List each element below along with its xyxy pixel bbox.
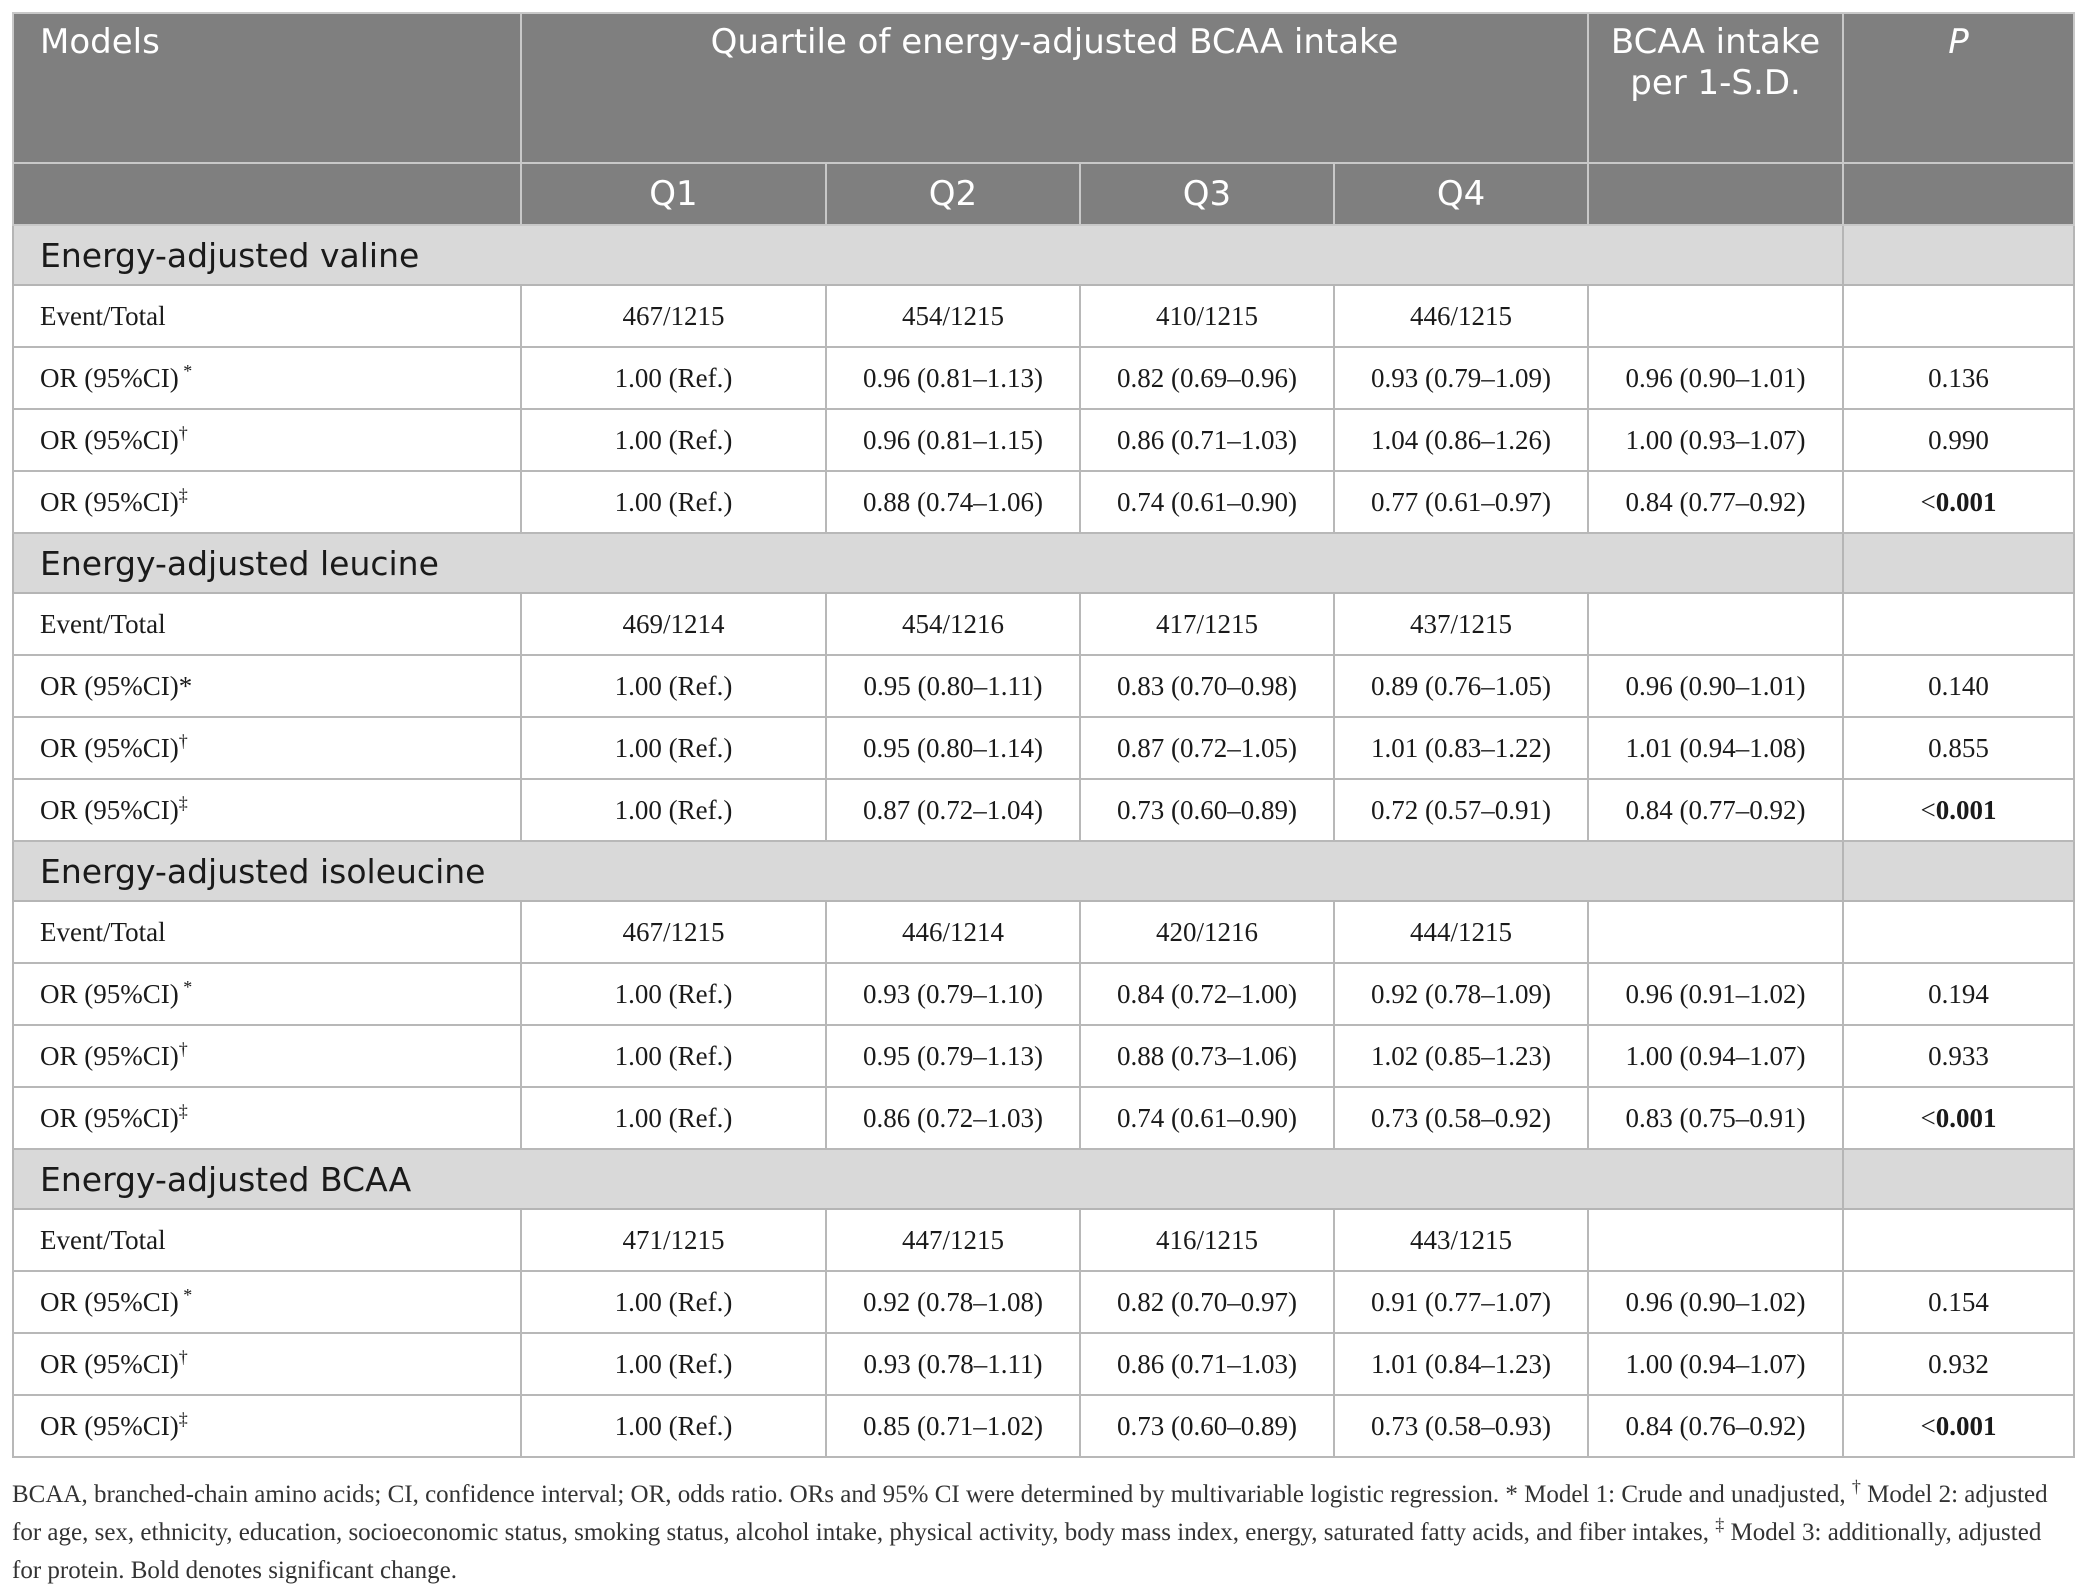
cell-q1: 469/1214 <box>521 593 826 655</box>
cell-q4: 1.01 (0.84–1.23) <box>1334 1333 1588 1395</box>
row-label-cell <box>13 409 521 471</box>
p-prefix: < <box>1920 1102 1936 1133</box>
row-label: OR (95%CI) <box>40 486 179 517</box>
cell-q2: 0.95 (0.80–1.11) <box>826 655 1080 717</box>
cell-q3: 417/1215 <box>1080 593 1334 655</box>
cell-sd <box>1588 901 1843 963</box>
cell-q1: 1.00 (Ref.) <box>521 409 826 471</box>
table-row <box>13 1333 2074 1395</box>
cell-sd: 0.84 (0.77–0.92) <box>1588 471 1843 533</box>
cell-q3: 0.74 (0.61–0.90) <box>1080 471 1334 533</box>
row-label-mark: * <box>178 1284 193 1305</box>
row-label-mark: ‡ <box>178 1100 188 1121</box>
cell-q2: 454/1216 <box>826 593 1080 655</box>
header-models: Models <box>13 13 521 163</box>
row-label: OR (95%CI) <box>40 1348 179 1379</box>
cell-q4: 0.89 (0.76–1.05) <box>1334 655 1588 717</box>
row-label: OR (95%CI) <box>40 1102 179 1133</box>
row-label-cell <box>13 1087 521 1149</box>
cell-q4: 0.72 (0.57–0.91) <box>1334 779 1588 841</box>
p-prefix: < <box>1920 794 1936 825</box>
p-prefix: < <box>1920 486 1936 517</box>
row-label: OR (95%CI) <box>40 362 179 393</box>
p-value: 0.855 <box>1928 732 1989 763</box>
row-label-mark: ‡ <box>178 484 188 505</box>
cell-q3: 0.82 (0.69–0.96) <box>1080 347 1334 409</box>
row-label-cell <box>13 285 521 347</box>
cell-q3: 420/1216 <box>1080 901 1334 963</box>
header-empty <box>1588 163 1843 225</box>
table-row <box>13 471 2074 533</box>
cell-q4: 443/1215 <box>1334 1209 1588 1271</box>
cell-p <box>1843 1209 2074 1271</box>
row-label-cell <box>13 1271 521 1333</box>
p-prefix: < <box>1920 1410 1936 1441</box>
cell-q1: 1.00 (Ref.) <box>521 471 826 533</box>
section-empty-cell <box>1843 533 2074 593</box>
header-q4: Q4 <box>1334 163 1588 225</box>
cell-q4: 1.01 (0.83–1.22) <box>1334 717 1588 779</box>
cell-q2: 0.96 (0.81–1.13) <box>826 347 1080 409</box>
table-row <box>13 655 2074 717</box>
cell-q4: 1.04 (0.86–1.26) <box>1334 409 1588 471</box>
section-empty-cell <box>1843 841 2074 901</box>
table-container <box>12 12 2073 1590</box>
cell-q2: 0.86 (0.72–1.03) <box>826 1087 1080 1149</box>
table-header <box>13 13 2074 225</box>
cell-q3: 416/1215 <box>1080 1209 1334 1271</box>
row-label-cell <box>13 1025 521 1087</box>
footnote <box>12 1476 2073 1590</box>
p-value: 0.140 <box>1928 670 1989 701</box>
cell-sd: 0.96 (0.90–1.01) <box>1588 347 1843 409</box>
table-row <box>13 1209 2074 1271</box>
cell-q1: 467/1215 <box>521 285 826 347</box>
p-value: 0.001 <box>1935 486 1997 517</box>
row-label-cell <box>13 347 521 409</box>
cell-q3: 0.84 (0.72–1.00) <box>1080 963 1334 1025</box>
section-row <box>13 225 2074 285</box>
cell-q1: 1.00 (Ref.) <box>521 1333 826 1395</box>
cell-q4: 1.02 (0.85–1.23) <box>1334 1025 1588 1087</box>
section-title: Energy-adjusted isoleucine <box>13 841 1843 901</box>
row-label: OR (95%CI) <box>40 978 179 1009</box>
cell-q1: 1.00 (Ref.) <box>521 1025 826 1087</box>
section-row <box>13 1149 2074 1209</box>
section-title: Energy-adjusted leucine <box>13 533 1843 593</box>
footnote-part2: Model 2: adjusted for age, sex, ethnicity, education, socioeconomic status, smoking status, alcohol intake, physical activity, body mass index, energy, saturated fatty acids, and fiber intakes, <box>12 1481 2048 1546</box>
table-body <box>13 225 2074 1457</box>
p-value: 0.932 <box>1928 1348 1989 1379</box>
cell-q3: 0.83 (0.70–0.98) <box>1080 655 1334 717</box>
header-empty <box>13 163 521 225</box>
row-label: OR (95%CI)* <box>40 670 193 701</box>
section-empty-cell <box>1843 1149 2074 1209</box>
cell-q2: 0.93 (0.78–1.11) <box>826 1333 1080 1395</box>
row-label-cell <box>13 901 521 963</box>
cell-p <box>1843 1333 2074 1395</box>
cell-sd <box>1588 1209 1843 1271</box>
cell-p <box>1843 779 2074 841</box>
row-label: OR (95%CI) <box>40 732 179 763</box>
header-empty <box>1843 163 2074 225</box>
cell-q1: 1.00 (Ref.) <box>521 1271 826 1333</box>
p-value: 0.154 <box>1928 1286 1989 1317</box>
cell-q4: 0.73 (0.58–0.92) <box>1334 1087 1588 1149</box>
cell-p <box>1843 285 2074 347</box>
cell-p <box>1843 963 2074 1025</box>
cell-p <box>1843 409 2074 471</box>
cell-q2: 454/1215 <box>826 285 1080 347</box>
row-label-cell <box>13 1333 521 1395</box>
cell-q1: 1.00 (Ref.) <box>521 963 826 1025</box>
cell-q2: 0.88 (0.74–1.06) <box>826 471 1080 533</box>
cell-q4: 0.73 (0.58–0.93) <box>1334 1395 1588 1457</box>
footnote-part1: BCAA, branched-chain amino acids; CI, confidence interval; OR, odds ratio. ORs and 95% CI were determined by multivariable logistic regression. * Model 1: Crude and unadjusted, <box>12 1481 1852 1508</box>
cell-q2: 447/1215 <box>826 1209 1080 1271</box>
cell-sd: 1.00 (0.93–1.07) <box>1588 409 1843 471</box>
cell-p <box>1843 593 2074 655</box>
cell-p <box>1843 1087 2074 1149</box>
row-label-cell <box>13 717 521 779</box>
cell-sd <box>1588 593 1843 655</box>
p-value: 0.933 <box>1928 1040 1989 1071</box>
cell-q3: 0.82 (0.70–0.97) <box>1080 1271 1334 1333</box>
p-value: 0.001 <box>1935 1410 1997 1441</box>
cell-q3: 0.88 (0.73–1.06) <box>1080 1025 1334 1087</box>
p-value: 0.001 <box>1935 1102 1997 1133</box>
table-row <box>13 1087 2074 1149</box>
row-label-mark: † <box>178 1038 188 1059</box>
cell-sd: 1.00 (0.94–1.07) <box>1588 1333 1843 1395</box>
cell-q4: 0.77 (0.61–0.97) <box>1334 471 1588 533</box>
cell-q4: 0.92 (0.78–1.09) <box>1334 963 1588 1025</box>
table-row <box>13 347 2074 409</box>
table-row <box>13 285 2074 347</box>
row-label: Event/Total <box>40 300 166 331</box>
row-label: OR (95%CI) <box>40 424 179 455</box>
cell-q2: 0.96 (0.81–1.15) <box>826 409 1080 471</box>
results-table <box>12 12 2075 1458</box>
cell-sd: 1.01 (0.94–1.08) <box>1588 717 1843 779</box>
cell-sd <box>1588 285 1843 347</box>
table-row <box>13 593 2074 655</box>
p-value: 0.194 <box>1928 978 1989 1009</box>
cell-p <box>1843 1395 2074 1457</box>
cell-sd: 0.84 (0.76–0.92) <box>1588 1395 1843 1457</box>
cell-q2: 0.93 (0.79–1.10) <box>826 963 1080 1025</box>
cell-q1: 1.00 (Ref.) <box>521 1395 826 1457</box>
cell-p <box>1843 1025 2074 1087</box>
cell-q3: 0.73 (0.60–0.89) <box>1080 779 1334 841</box>
cell-p <box>1843 717 2074 779</box>
row-label: Event/Total <box>40 608 166 639</box>
row-label-mark: † <box>178 730 188 751</box>
cell-q1: 1.00 (Ref.) <box>521 779 826 841</box>
row-label-cell <box>13 779 521 841</box>
cell-q2: 0.92 (0.78–1.08) <box>826 1271 1080 1333</box>
cell-q1: 467/1215 <box>521 901 826 963</box>
footnote-mark-double-dagger: ‡ <box>1715 1514 1725 1535</box>
table-row <box>13 901 2074 963</box>
row-label-mark: * <box>178 360 193 381</box>
cell-q4: 444/1215 <box>1334 901 1588 963</box>
section-row <box>13 841 2074 901</box>
cell-q3: 0.73 (0.60–0.89) <box>1080 1395 1334 1457</box>
cell-p <box>1843 347 2074 409</box>
p-value: 0.001 <box>1935 794 1997 825</box>
row-label-mark: * <box>178 976 193 997</box>
section-title: Energy-adjusted BCAA <box>13 1149 1843 1209</box>
cell-q1: 1.00 (Ref.) <box>521 655 826 717</box>
cell-sd: 1.00 (0.94–1.07) <box>1588 1025 1843 1087</box>
p-value: 0.990 <box>1928 424 1989 455</box>
cell-p <box>1843 655 2074 717</box>
row-label-mark: ‡ <box>178 1408 188 1429</box>
header-quartile-group: Quartile of energy-adjusted BCAA intake <box>521 13 1588 163</box>
table-row <box>13 963 2074 1025</box>
cell-q1: 1.00 (Ref.) <box>521 347 826 409</box>
row-label: OR (95%CI) <box>40 1410 179 1441</box>
header-per-sd: BCAA intake per 1-S.D. <box>1588 13 1843 163</box>
cell-q3: 0.86 (0.71–1.03) <box>1080 409 1334 471</box>
section-row <box>13 533 2074 593</box>
header-q2: Q2 <box>826 163 1080 225</box>
cell-q3: 0.86 (0.71–1.03) <box>1080 1333 1334 1395</box>
section-empty-cell <box>1843 225 2074 285</box>
row-label-cell <box>13 1395 521 1457</box>
table-row <box>13 1271 2074 1333</box>
cell-q2: 0.85 (0.71–1.02) <box>826 1395 1080 1457</box>
cell-q2: 0.95 (0.79–1.13) <box>826 1025 1080 1087</box>
cell-q3: 0.74 (0.61–0.90) <box>1080 1087 1334 1149</box>
cell-q4: 446/1215 <box>1334 285 1588 347</box>
cell-q2: 0.95 (0.80–1.14) <box>826 717 1080 779</box>
row-label-mark: † <box>178 422 188 443</box>
table-row <box>13 779 2074 841</box>
section-title: Energy-adjusted valine <box>13 225 1843 285</box>
header-q1: Q1 <box>521 163 826 225</box>
cell-q1: 471/1215 <box>521 1209 826 1271</box>
row-label: Event/Total <box>40 916 166 947</box>
header-q3: Q3 <box>1080 163 1334 225</box>
cell-q2: 0.87 (0.72–1.04) <box>826 779 1080 841</box>
footnote-part3: Model 3: additionally, adjusted for protein. Bold denotes significant change. <box>12 1519 2042 1584</box>
row-label: OR (95%CI) <box>40 1040 179 1071</box>
header-p: P <box>1843 13 2074 163</box>
cell-q4: 437/1215 <box>1334 593 1588 655</box>
cell-sd: 0.96 (0.90–1.01) <box>1588 655 1843 717</box>
cell-sd: 0.96 (0.90–1.02) <box>1588 1271 1843 1333</box>
row-label-cell <box>13 593 521 655</box>
row-label: OR (95%CI) <box>40 794 179 825</box>
row-label-cell <box>13 471 521 533</box>
cell-p <box>1843 471 2074 533</box>
row-label-mark: ‡ <box>178 792 188 813</box>
cell-sd: 0.84 (0.77–0.92) <box>1588 779 1843 841</box>
table-row <box>13 1025 2074 1087</box>
cell-q1: 1.00 (Ref.) <box>521 717 826 779</box>
cell-q1: 1.00 (Ref.) <box>521 1087 826 1149</box>
row-label-mark: † <box>178 1346 188 1367</box>
row-label-cell <box>13 963 521 1025</box>
cell-p <box>1843 1271 2074 1333</box>
cell-sd: 0.96 (0.91–1.02) <box>1588 963 1843 1025</box>
footnote-mark-dagger: † <box>1851 1476 1861 1497</box>
table-row <box>13 409 2074 471</box>
cell-q2: 446/1214 <box>826 901 1080 963</box>
row-label: Event/Total <box>40 1224 166 1255</box>
table-row <box>13 1395 2074 1457</box>
cell-q3: 0.87 (0.72–1.05) <box>1080 717 1334 779</box>
row-label-cell <box>13 1209 521 1271</box>
cell-p <box>1843 901 2074 963</box>
row-label: OR (95%CI) <box>40 1286 179 1317</box>
cell-q3: 410/1215 <box>1080 285 1334 347</box>
cell-q4: 0.91 (0.77–1.07) <box>1334 1271 1588 1333</box>
cell-q4: 0.93 (0.79–1.09) <box>1334 347 1588 409</box>
table-row <box>13 717 2074 779</box>
row-label-cell <box>13 655 521 717</box>
p-value: 0.136 <box>1928 362 1989 393</box>
cell-sd: 0.83 (0.75–0.91) <box>1588 1087 1843 1149</box>
